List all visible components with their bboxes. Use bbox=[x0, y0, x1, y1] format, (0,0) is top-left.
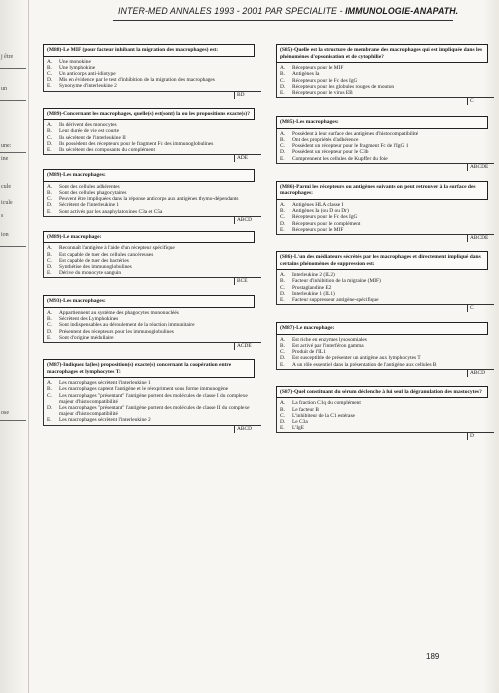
option-text: Ils sécrètent des composants du complément bbox=[59, 147, 155, 154]
answer-row bbox=[43, 91, 261, 100]
answer-key: C bbox=[467, 305, 494, 312]
question-block bbox=[276, 116, 488, 172]
option-list bbox=[276, 398, 488, 432]
option-text: Peuvent être impliquées dans la réponse anticorps aux antigènes thymo-dépendants bbox=[59, 196, 239, 203]
option-letter: C. bbox=[280, 214, 285, 221]
question-title: (M86)-Parmi les récepteurs ou antigènes suivants on peut retrouver à la surface des macrophages: bbox=[276, 181, 488, 200]
previous-page-fragment: un bbox=[1, 86, 7, 92]
option-item bbox=[277, 90, 488, 96]
option-text: Les macrophages sécrètent l'interleukine 1 bbox=[59, 380, 151, 387]
option-text: Récepteurs pour le MIF bbox=[292, 226, 344, 233]
option-letter: B. bbox=[47, 190, 52, 197]
option-text: Est capable de tuer des bactéries bbox=[59, 257, 129, 264]
previous-page-fragment: ion bbox=[1, 232, 9, 238]
option-letter: A. bbox=[47, 380, 53, 387]
answer-key: BCE bbox=[234, 278, 261, 285]
answer-row bbox=[43, 277, 261, 286]
option-text: Les macrophages captent l'antigène et le réexpriment sous forme immunogène bbox=[59, 386, 229, 393]
option-text: Appartiennent au système des phagocytes mononucléés bbox=[59, 310, 179, 317]
question-block bbox=[43, 169, 255, 225]
option-letter: B. bbox=[47, 316, 52, 323]
question-title: (M93)-Les macrophages: bbox=[43, 295, 255, 308]
option-text: Ils dérivent des monocytes bbox=[59, 122, 117, 129]
option-text: L'IgE bbox=[292, 425, 305, 432]
option-letter: C. bbox=[280, 77, 285, 84]
header-rule bbox=[113, 20, 453, 21]
previous-page-fragment: ine bbox=[1, 156, 9, 162]
answer-key: ABCD bbox=[234, 426, 261, 433]
option-letter: C. bbox=[47, 71, 52, 77]
option-text: Antigènes Ia (ou D ou Dr) bbox=[292, 208, 349, 215]
option-item bbox=[277, 425, 488, 431]
option-item bbox=[44, 209, 255, 215]
option-letter: C. bbox=[47, 134, 52, 141]
question-block bbox=[276, 44, 488, 106]
option-letter: E. bbox=[47, 417, 52, 424]
previous-page-fragment: une: bbox=[1, 143, 12, 149]
option-letter: A. bbox=[47, 310, 53, 317]
option-list bbox=[43, 57, 255, 91]
option-text: Un anticorps anti-idiotype bbox=[59, 71, 116, 77]
option-letter: A. bbox=[47, 58, 53, 65]
option-letter: C. bbox=[280, 284, 285, 291]
previous-page-edge bbox=[0, 0, 29, 693]
answer-row bbox=[276, 234, 494, 243]
option-text: Récepteurs pour le complément bbox=[292, 220, 361, 227]
answer-row bbox=[276, 97, 494, 106]
option-letter: A. bbox=[47, 183, 53, 190]
option-text: Les macrophages "présentant" l'antigène portent des molécules de classe I du complexe majeur d'histocompatibilité bbox=[59, 392, 248, 405]
header-title: INTER-MED ANNALES 1993 - 2001 PAR SPECIALITE - bbox=[118, 6, 346, 16]
option-letter: B. bbox=[47, 64, 52, 71]
question-title: (M87)-Le macrophage: bbox=[276, 322, 488, 335]
answer-row bbox=[43, 425, 261, 434]
option-item bbox=[44, 147, 255, 153]
option-letter: A. bbox=[280, 400, 286, 407]
question-block bbox=[276, 181, 488, 243]
option-text: Sont des cellules adhérentes bbox=[59, 183, 120, 190]
option-letter: E. bbox=[47, 147, 52, 154]
answer-key: ABCDE bbox=[467, 164, 494, 171]
option-text: Prostaglandine E2 bbox=[292, 284, 332, 291]
option-letter: E. bbox=[47, 83, 52, 90]
option-list bbox=[43, 182, 255, 216]
answer-key: ABCD bbox=[234, 217, 261, 224]
option-letter: D. bbox=[47, 264, 53, 271]
option-item bbox=[277, 297, 488, 303]
option-text: Sont indispensables au déroulement de la réaction immunitaire bbox=[59, 322, 195, 329]
option-letter: B. bbox=[280, 71, 285, 78]
option-letter: C. bbox=[47, 196, 52, 203]
option-list bbox=[276, 129, 488, 163]
answer-row bbox=[43, 216, 261, 225]
option-letter: A. bbox=[280, 336, 286, 343]
previous-page-fragment: cule bbox=[1, 184, 11, 190]
option-text: Produit de l'IL1 bbox=[292, 349, 326, 356]
question-block bbox=[43, 295, 255, 351]
left-question-column bbox=[43, 44, 255, 442]
option-text: Sécrètent de l'interleukine 1 bbox=[59, 202, 120, 209]
option-list bbox=[43, 308, 255, 342]
option-letter: D. bbox=[47, 202, 53, 209]
option-letter: B. bbox=[280, 208, 285, 215]
option-text: Antigènes Ia bbox=[292, 71, 320, 78]
answer-key: ADE bbox=[234, 155, 261, 162]
option-text: Le facteur B bbox=[292, 406, 319, 413]
option-list bbox=[43, 378, 255, 424]
option-letter: E. bbox=[280, 297, 285, 304]
option-text: Sécrètent des Lymphokines bbox=[59, 316, 119, 323]
option-letter: C. bbox=[47, 257, 52, 264]
option-letter: D. bbox=[280, 220, 286, 227]
option-letter: D. bbox=[280, 290, 286, 297]
option-item bbox=[44, 417, 255, 423]
answer-row bbox=[276, 304, 494, 313]
option-text: Reconnaît l'antigène à l'aide d'un récepteur spécifique bbox=[59, 245, 175, 252]
option-letter: D. bbox=[280, 419, 286, 426]
option-text: Interleukine 2 (IL2) bbox=[292, 272, 335, 279]
option-letter: A. bbox=[280, 202, 286, 208]
option-text: Récepteurs pour le MIF bbox=[292, 65, 344, 72]
option-letter: E. bbox=[47, 334, 52, 341]
option-text: Facteur suppresseur antigène-spécifique bbox=[292, 297, 379, 304]
option-list bbox=[276, 63, 488, 97]
option-text: Est capable de tuer des cellules cancéreuses bbox=[59, 251, 154, 258]
question-block bbox=[276, 251, 488, 313]
option-item bbox=[44, 335, 255, 341]
option-list bbox=[43, 120, 255, 154]
previous-page-rule bbox=[0, 68, 26, 69]
option-letter: D. bbox=[47, 328, 53, 335]
option-text: Ont des propriétés d'adhérence bbox=[292, 137, 359, 143]
option-text: Synonyme d'interleukine 2 bbox=[59, 83, 117, 90]
question-title: (M88)-Le MIF (pour facteur inhibant la migration des macrophages) est: bbox=[43, 44, 255, 57]
option-letter: B. bbox=[47, 386, 52, 393]
option-text: Sont activés par les anaphylatoxines C3a et C5a bbox=[59, 208, 163, 215]
option-item bbox=[44, 270, 255, 276]
option-item bbox=[44, 83, 255, 89]
option-item bbox=[44, 393, 255, 405]
option-letter: D. bbox=[47, 140, 53, 147]
previous-page-fragment: icule bbox=[1, 200, 13, 206]
answer-row bbox=[43, 342, 261, 351]
option-text: Les macrophages sécrètent l'interleukine 2 bbox=[59, 417, 151, 424]
option-text: Facteur d'inhibition de la migraine (MIF) bbox=[292, 278, 381, 285]
answer-row bbox=[276, 432, 494, 441]
option-text: Sont d'origine médullaire bbox=[59, 334, 114, 341]
option-text: Le C3a bbox=[292, 419, 308, 426]
option-text: Ils sécrètent de l'interleukine II bbox=[59, 134, 126, 141]
option-letter: C. bbox=[280, 349, 285, 356]
option-list bbox=[276, 335, 488, 369]
option-letter: D. bbox=[280, 149, 286, 156]
option-letter: A. bbox=[280, 130, 286, 137]
option-item bbox=[277, 227, 488, 233]
option-text: Leur durée de vie est courte bbox=[59, 128, 120, 135]
page-header bbox=[118, 6, 478, 20]
option-text: Récepteurs pour le virus EB bbox=[292, 90, 353, 96]
option-letter: E. bbox=[280, 361, 285, 368]
option-letter: B. bbox=[280, 137, 285, 143]
option-text: Récepteurs pour le Fc des IgG bbox=[292, 214, 358, 221]
question-title: (S87)-Quel constituant du sérum déclenche à lui seul la dégranulation des mastocytes? bbox=[276, 386, 488, 399]
previous-page-rule bbox=[0, 152, 26, 153]
question-block bbox=[276, 386, 488, 442]
option-letter: E. bbox=[47, 270, 52, 277]
option-letter: A. bbox=[280, 65, 286, 72]
option-letter: A. bbox=[280, 272, 286, 279]
option-letter: B. bbox=[280, 278, 285, 285]
option-letter: E. bbox=[47, 208, 52, 215]
option-text: Les macrophages "présentant" l'antigène portent des molécules de classe II du complexe majeur d'histocompatibilité bbox=[59, 405, 250, 418]
option-letter: C. bbox=[280, 412, 285, 419]
option-letter: C. bbox=[47, 322, 52, 329]
option-list bbox=[276, 270, 488, 304]
right-question-column bbox=[276, 44, 488, 449]
answer-key: D bbox=[467, 433, 494, 440]
question-block bbox=[43, 359, 255, 434]
option-list bbox=[276, 200, 488, 234]
answer-row bbox=[276, 163, 494, 172]
previous-page-rule bbox=[0, 420, 26, 421]
option-letter: D. bbox=[47, 405, 53, 412]
option-text: Interleukine 1 (IL1) bbox=[292, 290, 335, 297]
question-title: (M85)-Les macrophages: bbox=[276, 116, 488, 129]
option-text: Synthétise des immunoglobulines bbox=[59, 264, 132, 271]
question-title: (M89)-Concernant les macrophages, quelle(s) est(sont) la ou les propositions exacte(s)? bbox=[43, 108, 255, 121]
previous-page-fragment: s bbox=[1, 213, 4, 219]
option-text: Antigènes HLA classe I bbox=[292, 202, 344, 208]
question-block bbox=[43, 108, 255, 164]
answer-key: BD bbox=[234, 92, 261, 99]
answer-key: C bbox=[467, 98, 494, 105]
option-text: Possèdent un récepteur pour le fragment Fc de l'IgG 1 bbox=[292, 143, 409, 150]
option-letter: C. bbox=[280, 143, 285, 150]
option-letter: D. bbox=[280, 83, 286, 90]
option-letter: C. bbox=[47, 392, 52, 399]
previous-page-fragment: j être bbox=[1, 54, 14, 60]
question-title: (M87)-Indiquez la(les) proposition(s) exacte(s) concernant la coopération entre macrophages et lymphocytes T: bbox=[43, 359, 255, 378]
option-text: Est susceptible de présenter un antigène aux lymphocytes T bbox=[292, 355, 421, 362]
option-text: Comprennent les cellules de Kupffer du foie bbox=[292, 155, 388, 162]
option-letter: A. bbox=[47, 122, 53, 129]
option-item bbox=[44, 405, 255, 417]
option-letter: D. bbox=[47, 77, 53, 84]
answer-key: ABCD bbox=[467, 370, 494, 377]
option-text: La fraction C1q du complément bbox=[292, 400, 361, 407]
header-subject: IMMUNOLOGIE-ANAPATH. bbox=[345, 6, 459, 16]
option-letter: E. bbox=[280, 226, 285, 233]
option-text: Possèdent un récepteur pour le C3b bbox=[292, 149, 369, 156]
option-letter: E. bbox=[280, 155, 285, 162]
question-title: (S85)-Quelle est la structure de membrane des macrophages qui est impliquée dans les phénomènes d'opsonisation et de cytophilie? bbox=[276, 44, 488, 63]
option-letter: D. bbox=[280, 355, 286, 362]
option-letter: B. bbox=[47, 128, 52, 135]
question-title: (M89)-Les macrophages: bbox=[43, 169, 255, 182]
question-block bbox=[43, 231, 255, 287]
option-text: Est riche en enzymes lysosomiales bbox=[292, 336, 367, 343]
option-letter: A. bbox=[47, 245, 53, 252]
option-text: Ils possèdent des récepteurs pour le fragment Fc des immunoglobulines bbox=[59, 140, 214, 147]
page-number: 189 bbox=[426, 652, 440, 661]
answer-key: ABCDE bbox=[467, 235, 494, 242]
option-text: Sont des cellules phagocytaires bbox=[59, 190, 127, 197]
option-text: L'inhibiteur de la C1 estérase bbox=[292, 412, 355, 419]
previous-page-rule bbox=[0, 246, 26, 247]
question-title: (S86)-L'un des médiateurs sécrétés par les macrophages et directement impliqué dans certains phénomènes de suppression est: bbox=[276, 251, 488, 270]
question-block bbox=[276, 322, 488, 378]
option-letter: B. bbox=[47, 251, 52, 258]
option-text: Présentent des récepteurs pour les immunoglobulines bbox=[59, 328, 174, 335]
option-text: Possèdent à leur surface des antigènes d'histocompatibilité bbox=[292, 130, 419, 137]
option-item bbox=[277, 156, 488, 162]
option-letter: B. bbox=[280, 343, 285, 350]
option-text: Est activé par l'interféron gamma bbox=[292, 343, 364, 350]
previous-page-rule bbox=[0, 100, 26, 101]
option-letter: E. bbox=[280, 90, 285, 96]
option-list bbox=[43, 243, 255, 277]
option-text: Récepteurs pour le Fc des IgG bbox=[292, 77, 358, 84]
option-text: Une monokine bbox=[59, 58, 91, 65]
option-letter: B. bbox=[280, 406, 285, 413]
option-item bbox=[277, 362, 488, 368]
question-title: (M89)-Le macrophage: bbox=[43, 231, 255, 244]
previous-page-fragment: ose bbox=[1, 410, 9, 416]
option-text: A un rôle essentiel dans la présentation de l'antigène aux cellules B bbox=[292, 361, 437, 368]
option-letter: E. bbox=[280, 425, 285, 432]
option-text: Dérive du monocyte sanguin bbox=[59, 270, 122, 277]
option-text: Mis en évidence par le test d'inhibition de la migration des macrophages bbox=[59, 77, 215, 84]
option-text: Récepteurs pour les globules rouges de mouton bbox=[292, 83, 395, 90]
answer-row bbox=[276, 369, 494, 378]
option-text: Une lymphokine bbox=[59, 64, 96, 71]
question-block bbox=[43, 44, 255, 100]
answer-key: ACDE bbox=[234, 343, 261, 350]
answer-row bbox=[43, 154, 261, 163]
